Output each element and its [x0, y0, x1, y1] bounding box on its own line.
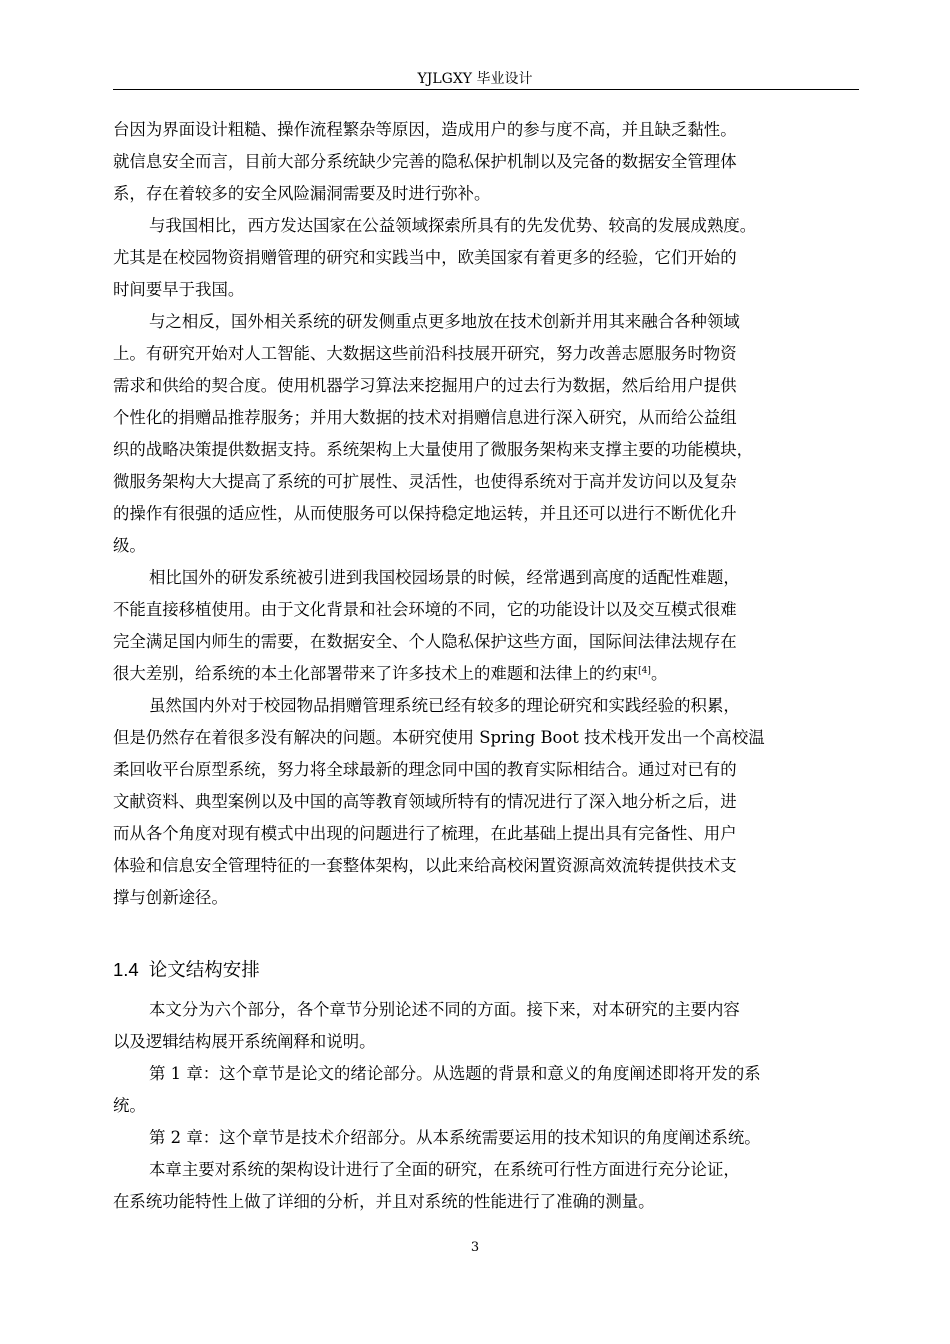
paragraph-line: 第 2 章：这个章节是技术介绍部分。从本系统需要运用的技术知识的角度阐述系统。	[149, 1128, 761, 1147]
section-title: 论文结构安排	[148, 960, 260, 981]
paragraph-line-with-citation	[113, 658, 863, 690]
paragraph-line: 织的战略决策提供数据支持。系统架构上大量使用了微服务架构来支撑主要的功能模块，	[113, 440, 754, 459]
paragraph-line: 相比国外的研发系统被引进到我国校园场景的时候，经常遇到高度的适配性难题，	[149, 568, 740, 587]
sentence-end: 。	[650, 664, 668, 683]
section-number: 1.4	[113, 959, 139, 980]
paragraph-line: 与我国相比，西方发达国家在公益领域探索所具有的先发优势、较高的发展成熟度。	[149, 216, 757, 235]
paragraph-line: 的操作有很强的适应性，从而使服务可以保持稳定地运转，并且还可以进行不断优化升	[113, 504, 737, 523]
paragraph-7	[113, 1058, 863, 1122]
section-heading	[113, 953, 260, 988]
paragraph-line: 不能直接移植使用。由于文化背景和社会环境的不同，它的功能设计以及交互模式很难	[113, 600, 737, 619]
citation-reference[interactable]: [4]	[638, 666, 651, 676]
paragraph-line: 撑与创新途径。	[113, 888, 228, 907]
paragraph-3	[113, 306, 863, 562]
body-text-lower	[113, 994, 863, 1218]
paragraph-line: 文献资料、典型案例以及中国的高等教育领域所特有的情况进行了深入地分析之后，进	[113, 792, 737, 811]
paragraph-line: 在系统功能特性上做了详细的分析，并且对系统的性能进行了准确的测量。	[113, 1192, 655, 1211]
paragraph-line: 微服务架构大大提高了系统的可扩展性、灵活性，也使得系统对于高并发访问以及复杂	[113, 472, 737, 491]
paragraph-4	[113, 562, 863, 690]
paragraph-line: 完全满足国内师生的需要，在数据安全、个人隐私保护这些方面，国际间法律法规存在	[113, 632, 737, 651]
paragraph-line: 本章主要对系统的架构设计进行了全面的研究，在系统可行性方面进行充分论证，	[149, 1160, 740, 1179]
paragraph-line: 个性化的捐赠品推荐服务；并用大数据的技术对捐赠信息进行深入研究，从而给公益组	[113, 408, 737, 427]
paragraph-line: 需求和供给的契合度。使用机器学习算法来挖掘用户的过去行为数据，然后给用户提供	[113, 376, 737, 395]
paragraph-5	[113, 690, 863, 914]
paragraph-line: 就信息安全而言，目前大部分系统缺少完善的隐私保护机制以及完备的数据安全管理体	[113, 152, 737, 171]
paragraph-2	[113, 210, 863, 306]
paragraph-8	[113, 1122, 863, 1154]
paragraph-line: 但是仍然存在着很多没有解决的问题。本研究使用 Spring Boot 技术栈开发出一个高校温	[113, 728, 765, 747]
paragraph-9	[113, 1154, 863, 1218]
paragraph-line: 以及逻辑结构展开系统阐释和说明。	[113, 1032, 376, 1051]
paragraph-line: 系，存在着较多的安全风险漏洞需要及时进行弥补。	[113, 184, 491, 203]
page-number: 3	[470, 1240, 480, 1255]
paragraph-6	[113, 994, 863, 1058]
paragraph-line: 统。	[113, 1096, 146, 1115]
paragraph-line: 柔回收平台原型系统，努力将全球最新的理念同中国的教育实际相结合。通过对已有的	[113, 760, 737, 779]
paragraph-line: 而从各个角度对现有模式中出现的问题进行了梳理，在此基础上提出具有完备性、用户	[113, 824, 737, 843]
body-text-upper	[113, 114, 863, 914]
header-rule	[113, 89, 859, 90]
paragraph-line-text: 很大差别，给系统的本土化部署带来了许多技术上的难题和法律上的约束	[113, 664, 639, 683]
page-header-title: YJLGXY 毕业设计	[417, 71, 533, 87]
paragraph-line: 级。	[113, 536, 146, 555]
paragraph-line: 尤其是在校园物资捐赠管理的研究和实践当中，欧美国家有着更多的经验，它们开始的	[113, 248, 737, 267]
paragraph-line: 本文分为六个部分，各个章节分别论述不同的方面。接下来，对本研究的主要内容	[149, 1000, 740, 1019]
paragraph-line: 台因为界面设计粗糙、操作流程繁杂等原因，造成用户的参与度不高，并且缺乏黏性。	[113, 120, 737, 139]
paragraph-line: 上。有研究开始对人工智能、大数据这些前沿科技展开研究，努力改善志愿服务时物资	[113, 344, 737, 363]
paragraph-1	[113, 114, 863, 210]
paragraph-line: 第 1 章：这个章节是论文的绪论部分。从选题的背景和意义的角度阐述即将开发的系	[149, 1064, 761, 1083]
paragraph-line: 虽然国内外对于校园物品捐赠管理系统已经有较多的理论研究和实践经验的积累，	[149, 696, 740, 715]
paragraph-line: 时间要早于我国。	[113, 280, 245, 299]
paragraph-line: 体验和信息安全管理特征的一套整体架构，以此来给高校闲置资源高效流转提供技术支	[113, 856, 737, 875]
paragraph-line: 与之相反，国外相关系统的研发侧重点更多地放在技术创新并用其来融合各种领域	[149, 312, 740, 331]
